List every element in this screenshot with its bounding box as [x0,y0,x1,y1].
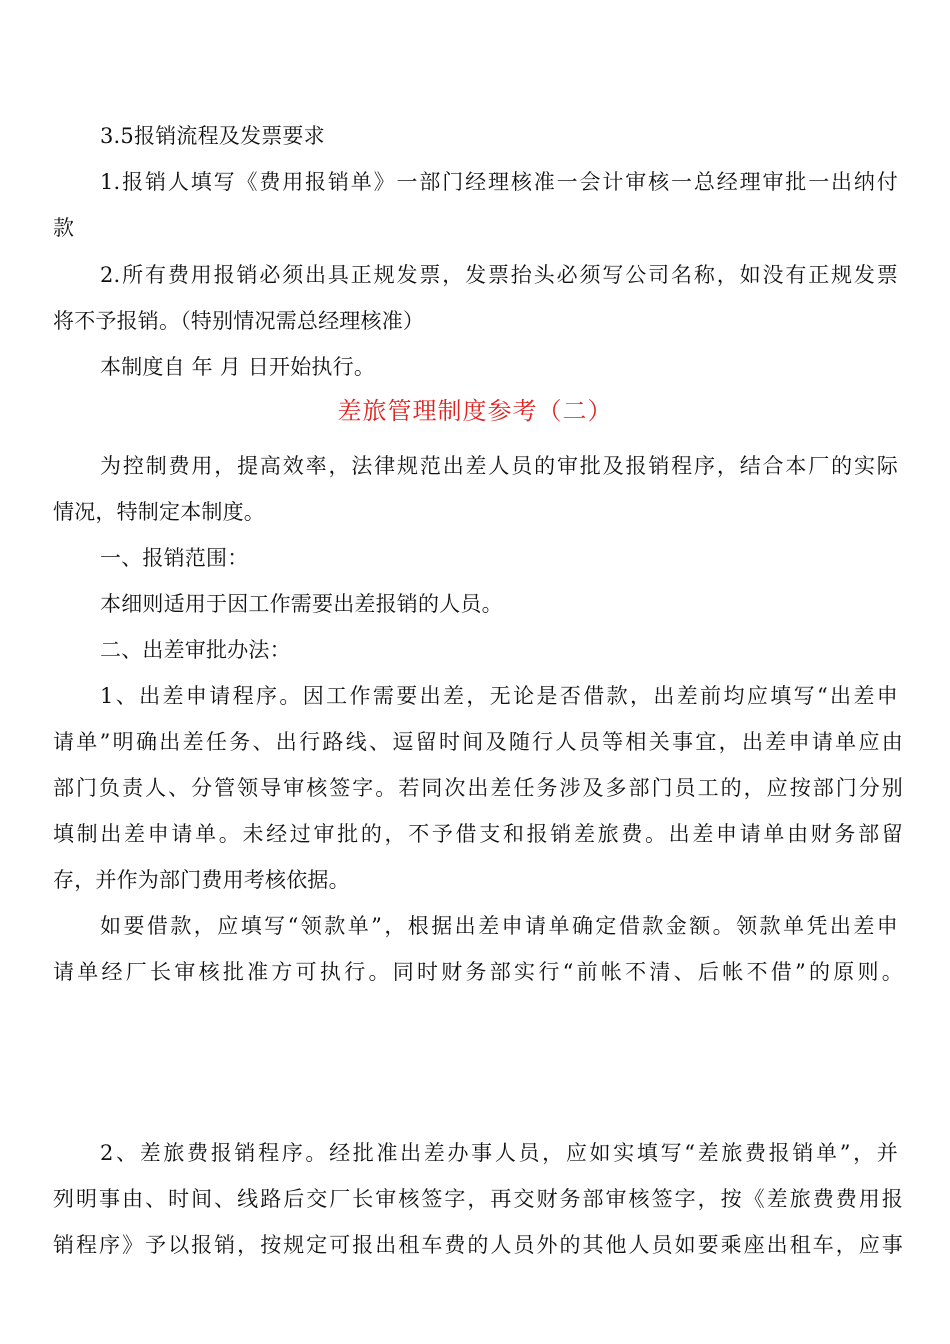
paragraph-line: 销程序》予以报销，按规定可报出租车费的人员外的其他人员如要乘座出租车，应事 [53,1233,903,1257]
paragraph-line: 请单经厂长审核批准方可执行。同时财务部实行“前帐不清、后帐不借”的原则。 [53,960,903,984]
document-title: 差旅管理制度参考（二） [337,397,613,425]
paragraph-line: 为控制费用，提高效率，法律规范出差人员的审批及报销程序，结合本厂的实际 [100,454,898,478]
paragraph-line: 列明事由、时间、线路后交厂长审核签字，再交财务部审核签字，按《差旅费费用报 [53,1187,903,1211]
section-heading: 一、报销范围： [100,546,249,570]
paragraph-line: 存，并作为部门费用考核依据。 [53,868,350,892]
section-heading: 二、出差审批办法： [100,638,291,662]
paragraph-line: 1、出差申请程序。因工作需要出差，无论是否借款，出差前均应填写“出差申 [100,684,898,708]
paragraph-line: 情况，特制定本制度。 [53,500,265,524]
paragraph-line: 2、差旅费报销程序。经批准出差办事人员，应如实填写“差旅费报销单”，并 [100,1141,898,1165]
paragraph-line: 将不予报销。（特别情况需总经理核准） [53,309,425,333]
paragraph-line: 本制度自 年 月 日开始执行。 [100,355,376,379]
paragraph-line: 1.报销人填写《费用报销单》一部门经理核准一会计审核一总经理审批一出纳付 [100,170,898,194]
paragraph-line: 部门负责人、分管领导审核签字。若同次出差任务涉及多部门员工的，应按部门分别 [53,776,903,800]
paragraph-line: 2.所有费用报销必须出具正规发票，发票抬头必须写公司名称，如没有正规发票 [100,263,898,287]
paragraph-line: 填制出差申请单。未经过审批的，不予借支和报销差旅费。出差申请单由财务部留 [53,822,903,846]
section-heading-3-5: 3.5报销流程及发票要求 [100,124,325,148]
paragraph-line: 本细则适用于因工作需要出差报销的人员。 [100,592,503,616]
paragraph-line: 请单”明确出差任务、出行路线、逗留时间及随行人员等相关事宜，出差申请单应由 [53,730,903,754]
paragraph-line: 款 [53,216,75,240]
paragraph-line: 如要借款，应填写“领款单”，根据出差申请单确定借款金额。领款单凭出差申 [100,914,898,938]
